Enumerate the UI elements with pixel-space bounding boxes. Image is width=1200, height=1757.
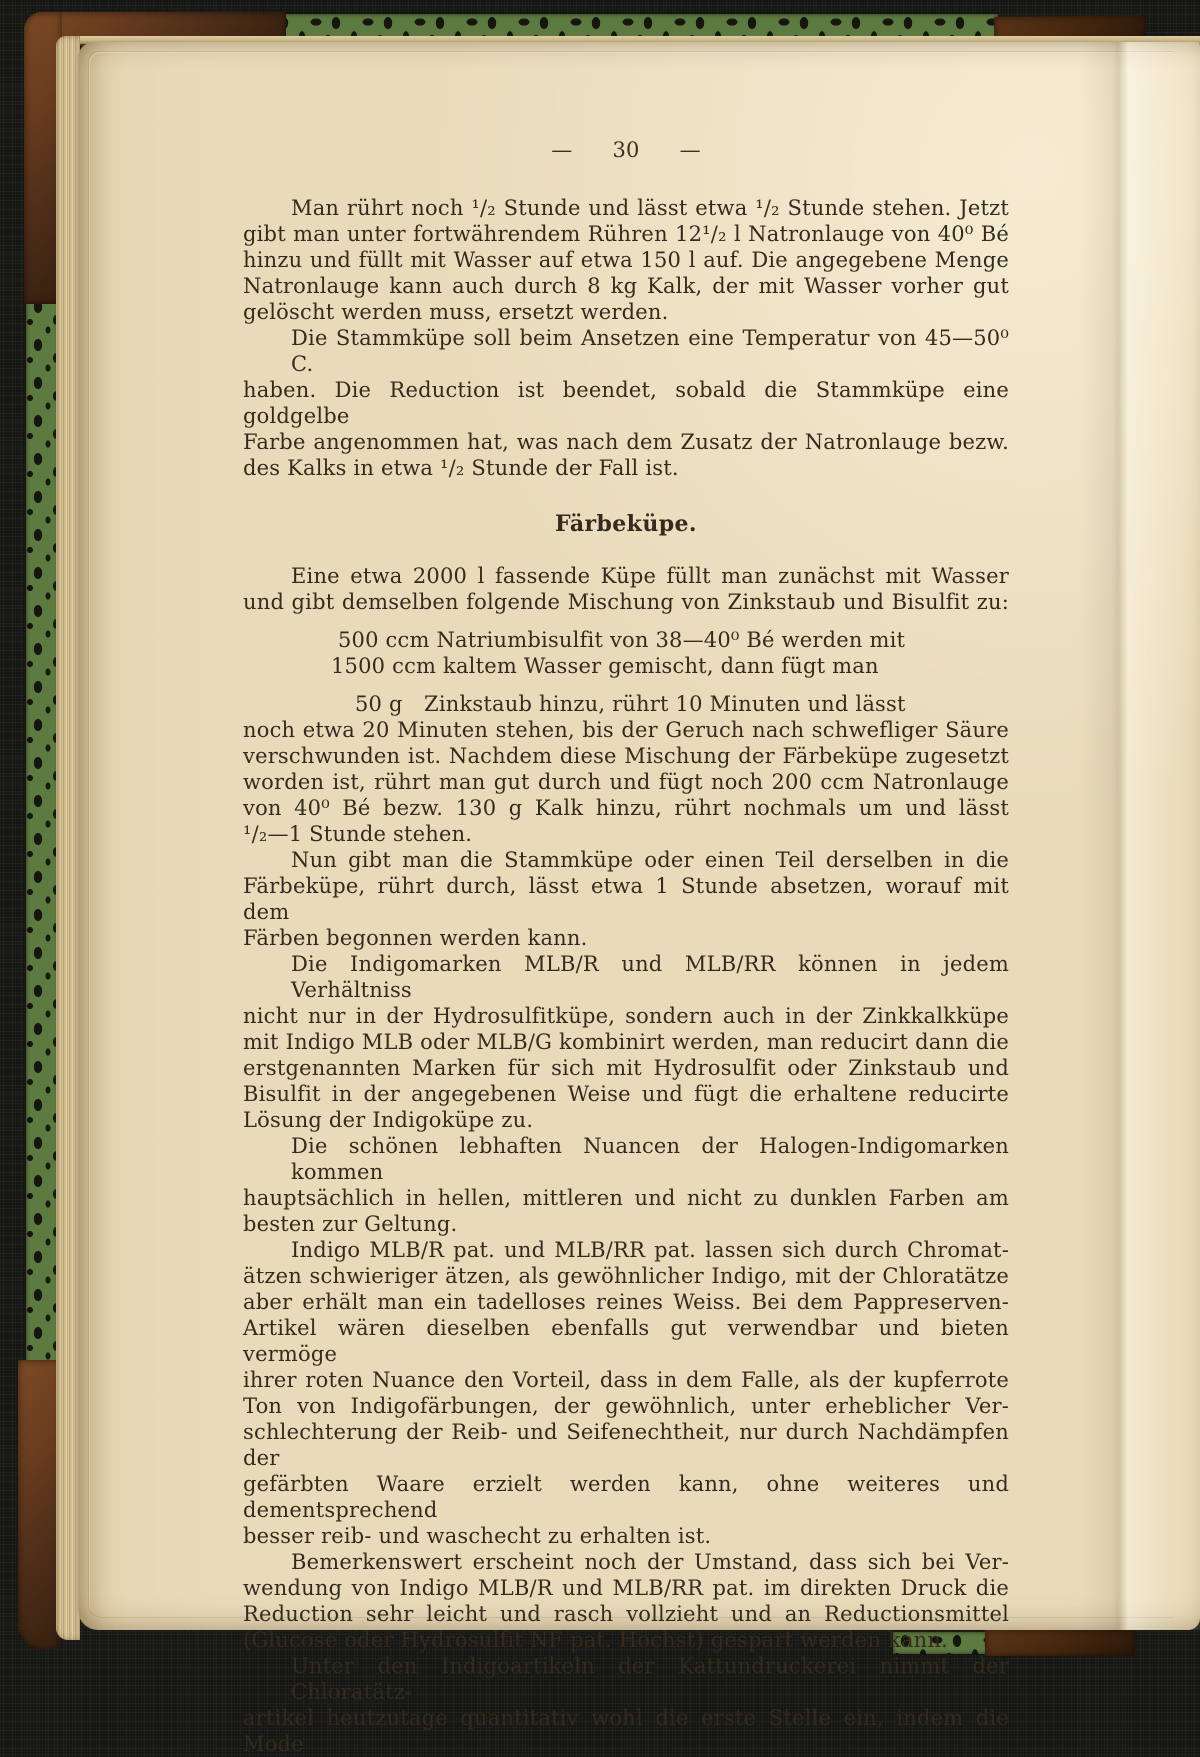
text-line: Bisulfit in der angegebenen Weise und fügt die erhaltene reducirte xyxy=(243,1082,1009,1106)
text-line: Ton von Indigofärbungen, der gewöhnlich, unter erheblicher Ver- xyxy=(243,1394,1009,1418)
text-line: ¹/₂—1 Stunde stehen. xyxy=(243,822,473,846)
text-line: Die Indigomarken MLB/R und MLB/RR können in jedem Verhältniss xyxy=(291,952,1009,1002)
text-line: mit Indigo MLB oder MLB/G kombinirt werden, man reducirt dann die xyxy=(243,1030,1009,1054)
text-line: verschwunden ist. Nachdem diese Mischung der Färbeküpe zugesetzt xyxy=(243,744,1009,768)
text-line: schlechterung der Reib- und Seifenechtheit, nur durch Nachdämpfen der xyxy=(243,1420,1009,1470)
body-text xyxy=(243,195,1009,1757)
text-line: worden ist, rührt man gut durch und fügt noch 200 ccm Natronlauge xyxy=(243,770,1009,794)
text-line: von 40⁰ Bé bezw. 130 g Kalk hinzu, rührt nochmals um und lässt xyxy=(243,796,1009,820)
text-line: (Glucose oder Hydrosulfit NF pat. Höchst) gespart werden kann. xyxy=(243,1628,948,1652)
section-heading: Färbeküpe. xyxy=(555,511,697,537)
text-line: Eine etwa 2000 l fassende Küpe füllt man zunächst mit Wasser xyxy=(291,564,1009,588)
text-line: nicht nur in der Hydrosulfitküpe, sondern auch in der Zinkkalkküpe xyxy=(243,1004,1009,1028)
text-line: hauptsächlich in hellen, mittleren und nicht zu dunklen Farben am xyxy=(243,1186,1009,1210)
text-line: Man rührt noch ¹/₂ Stunde und lässt etwa ¹/₂ Stunde stehen. Jetzt xyxy=(291,196,1009,220)
text-line: aber erhält man ein tadelloses reines Weiss. Bei dem Pappreserven- xyxy=(243,1290,1009,1314)
page-fold-crease xyxy=(1080,42,1200,1630)
text-line: Artikel wären dieselben ebenfalls gut verwendbar und bieten vermöge xyxy=(243,1316,1009,1366)
text-line: Färben begonnen werden kann. xyxy=(243,926,588,950)
text-line: haben. Die Reduction ist beendet, sobald die Stammküpe eine goldgelbe xyxy=(243,378,1009,428)
leather-spine-bottom-left xyxy=(18,1360,61,1650)
text-line: noch etwa 20 Minuten stehen, bis der Geruch nach schwefliger Säure xyxy=(243,718,1009,742)
text-line: des Kalks in etwa ¹/₂ Stunde der Fall ist. xyxy=(243,456,679,480)
page-text-block xyxy=(243,137,1009,1757)
text-line: Nun gibt man die Stammküpe oder einen Teil derselben in die xyxy=(291,848,1009,872)
text-line: ihrer roten Nuance den Vorteil, dass in dem Falle, als der kupferrote xyxy=(243,1368,1009,1392)
page-number xyxy=(243,137,1009,163)
text-line: Farbe angenommen hat, was nach dem Zusatz der Natronlauge bezw. xyxy=(243,430,1009,454)
text-line: Bemerkenswert erscheint noch der Umstand, dass sich bei Ver- xyxy=(291,1550,1009,1574)
text-line: Färbeküpe, rührt durch, lässt etwa 1 Stunde absetzen, worauf mit dem xyxy=(243,874,1009,924)
text-line: gefärbten Waare erzielt werden kann, ohne weiteres und dementsprechend xyxy=(243,1472,1009,1522)
cover-marbled-edge-left xyxy=(26,298,59,1364)
text-line: Die schönen lebhaften Nuancen der Halogen-Indigomarken kommen xyxy=(291,1134,1009,1184)
text-line: besser reib- und waschecht zu erhalten ist. xyxy=(243,1524,712,1548)
text-line: Unter den Indigoartikeln der Kattundruckerei nimmt der Chloratätz- xyxy=(291,1654,1009,1704)
text-line: und gibt demselben folgende Mischung von Zinkstaub und Bisulfit zu: xyxy=(243,590,1009,614)
page-edge-stack-left xyxy=(56,36,80,1640)
text-line: Die Stammküpe soll beim Ansetzen eine Temperatur von 45—50⁰ C. xyxy=(291,326,1009,376)
page-number-dash-left: — xyxy=(551,138,573,162)
text-line: Reduction sehr leicht und rasch vollzieht und an Reductionsmittel xyxy=(243,1602,1009,1626)
text-line: Lösung der Indigoküpe zu. xyxy=(243,1108,534,1132)
page-number-dash-right: — xyxy=(679,138,701,162)
text-line: Natronlauge kann auch durch 8 kg Kalk, der mit Wasser vorher gut xyxy=(243,274,1009,298)
text-line: wendung von Indigo MLB/R und MLB/RR pat. im direkten Druck die xyxy=(243,1576,1009,1600)
text-line: gibt man unter fortwährendem Rühren 12¹/₂ l Natronlauge von 40⁰ Bé xyxy=(243,222,1009,246)
text-line: 1500 ccm kaltem Wasser gemischt, dann fügt man xyxy=(331,654,879,678)
text-line: ätzen schwieriger ätzen, als gewöhnlicher Indigo, mit der Chloratätze xyxy=(243,1264,1009,1288)
text-line: artikel heutzutage quantitativ wohl die erste Stelle ein, indem die Mode xyxy=(243,1706,1009,1756)
text-line: Indigo MLB/R pat. und MLB/RR pat. lassen sich durch Chromat- xyxy=(291,1238,1009,1262)
text-line: besten zur Geltung. xyxy=(243,1212,458,1236)
page-number-value: 30 xyxy=(612,138,640,162)
text-line: 500 ccm Natriumbisulfit von 38—40⁰ Bé werden mit xyxy=(338,628,906,652)
text-line: erstgenannten Marken für sich mit Hydrosulfit oder Zinkstaub und xyxy=(243,1056,1009,1080)
text-line: 50 g Zinkstaub hinzu, rührt 10 Minuten und lässt xyxy=(355,692,906,716)
book-page xyxy=(78,42,1200,1756)
text-line: gelöscht werden muss, ersetzt werden. xyxy=(243,300,669,324)
text-line: hinzu und füllt mit Wasser auf etwa 150 l auf. Die angegebene Menge xyxy=(243,248,1009,272)
